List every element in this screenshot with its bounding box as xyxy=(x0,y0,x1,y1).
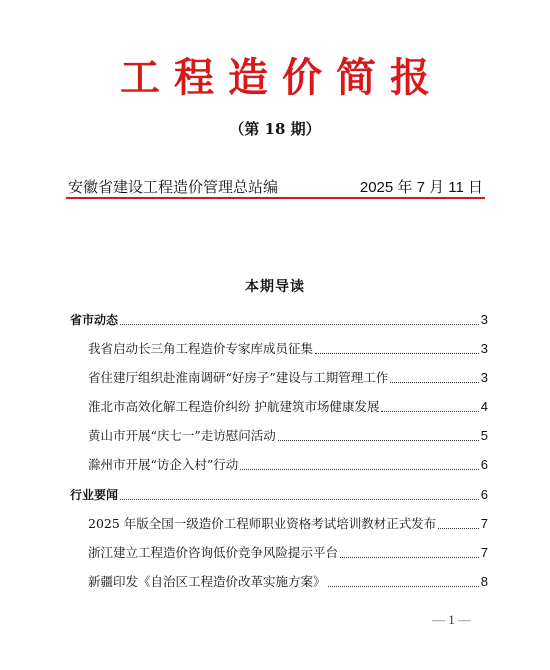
leader-dots xyxy=(120,323,479,325)
toc-page-number: 6 xyxy=(480,457,488,472)
masthead-title: 工程造价简报 xyxy=(120,54,444,101)
toc-page-number: 5 xyxy=(480,428,488,443)
leader-dots xyxy=(120,498,479,500)
toc-item[interactable] xyxy=(88,544,488,562)
toc-item-title: 2025 年版全国一级造价工程师职业资格考试培训教材正式发布 xyxy=(88,516,437,531)
toc-page-number: 3 xyxy=(480,312,488,327)
footer-dash-right: — xyxy=(458,612,471,627)
toc-item[interactable] xyxy=(88,573,488,591)
toc-item-title: 黄山市开展“庆七一”走访慰问活动 xyxy=(88,428,276,443)
toc-page-number: 4 xyxy=(480,399,488,414)
toc-item[interactable] xyxy=(88,515,488,533)
publisher-name: 安徽省建设工程造价管理总站编 xyxy=(68,178,279,196)
page-footer xyxy=(432,612,471,628)
leader-dots xyxy=(438,527,478,529)
leader-dots xyxy=(240,468,478,470)
leader-dots xyxy=(381,410,478,412)
toc-heading: 本期导读 xyxy=(245,279,305,295)
issue-number: （第 18 期） xyxy=(229,120,321,138)
toc-page-number: 7 xyxy=(480,516,488,531)
leader-dots xyxy=(340,556,479,558)
leader-dots xyxy=(278,439,479,441)
leader-dots xyxy=(315,352,479,354)
toc-item-title: 省住建厅组织赴淮南调研“好房子”建设与工期管理工作 xyxy=(88,370,389,385)
toc-item-title: 浙江建立工程造价咨询低价竞争风险提示平台 xyxy=(88,545,339,560)
footer-dash-left: — xyxy=(432,612,445,627)
toc-section[interactable] xyxy=(70,311,488,329)
toc-item-title: 我省启动长三角工程造价专家库成员征集 xyxy=(88,341,314,356)
toc-item[interactable] xyxy=(88,398,488,416)
toc-section-title: 行业要闻 xyxy=(70,488,119,502)
toc-item[interactable] xyxy=(88,456,488,474)
toc-item[interactable] xyxy=(88,340,488,358)
toc-section[interactable] xyxy=(70,486,488,504)
publisher-row xyxy=(68,176,483,198)
toc-page-number: 3 xyxy=(480,341,488,356)
toc-item-title: 滁州市开展“访企入村”行动 xyxy=(88,457,239,472)
toc-page-number: 3 xyxy=(480,370,488,385)
footer-page-number: 1 xyxy=(448,612,455,627)
leader-dots xyxy=(390,381,478,383)
toc-page-number: 7 xyxy=(480,545,488,560)
header-divider xyxy=(66,197,485,199)
leader-dots xyxy=(328,585,479,587)
toc-item[interactable] xyxy=(88,369,488,387)
publish-date: 2025 年 7 月 11 日 xyxy=(359,179,483,196)
toc-page-number: 6 xyxy=(480,487,488,502)
toc-item-title: 新疆印发《自治区工程造价改革实施方案》 xyxy=(88,574,326,589)
toc-item[interactable] xyxy=(88,427,488,445)
toc-section-title: 省市动态 xyxy=(70,313,119,327)
toc-page-number: 8 xyxy=(480,574,488,589)
toc-item-title: 淮北市高效化解工程造价纠纷 护航建筑市场健康发展 xyxy=(88,399,380,414)
